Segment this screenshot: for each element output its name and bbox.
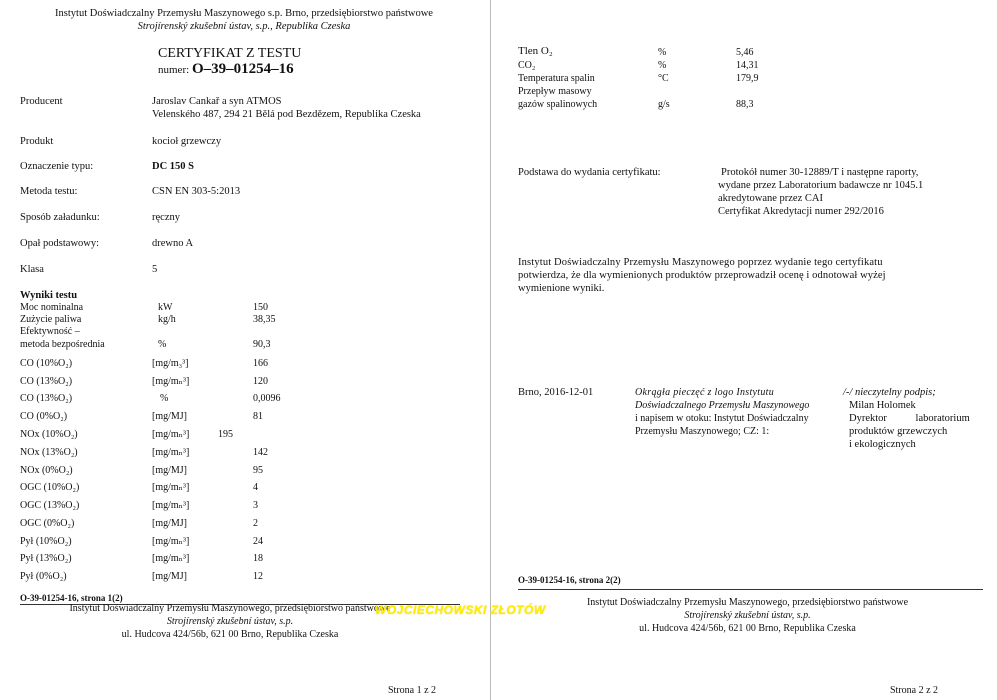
basis-line: wydane przez Laboratorium badawcze nr 1045.1 [718,180,924,191]
page-number: Strona 1 z 2 [388,685,437,696]
measurement-value: 179,9 [736,73,759,84]
result-value: 120 [253,376,268,387]
field-label-produkt: Produkt [20,136,54,147]
footer-address: ul. Hudcova 424/56b, 621 00 Brno, Republika Czeska [121,629,339,640]
result-name: Zużycie paliwa [20,314,82,325]
header-institute: Instytut Doświadczalny Przemysłu Maszynowego s.p. Brno, przedsiębiorstwo państwowe [55,8,433,19]
result-name: metoda bezpośrednia [20,339,105,350]
page-number: Strona 2 z 2 [890,685,939,696]
field-value-loading: ręczny [152,212,180,223]
field-value-producent-address: Velenského 487, 294 21 Bělá pod Bezdězem, Republika Czeska [152,109,421,120]
basis-line: akredytowane przez CAI [718,193,823,204]
result-value: 150 [253,302,268,313]
result-unit: [mg/m₃³] [152,358,189,369]
result-name: NOx (10%O₂) [20,429,78,440]
field-label-method: Metoda testu: [20,186,78,197]
signer-title: produktów grzewczych [849,426,948,437]
stamp-description: Przemysłu Maszynowego; CZ: 1: [635,426,770,437]
result-name: Moc nominalna [20,302,84,313]
result-value: 195 [218,429,233,440]
stamp-description: Doświadczalnego Przemysłu Maszynowego [635,400,810,411]
signature-note: /-/ nieczytelny podpis; [843,387,936,398]
result-unit: [mg/mₙ³] [152,447,190,458]
result-value: 166 [253,358,268,369]
field-value-method: CSN EN 303-5:2013 [152,186,241,197]
certificate-number: O–39–01254–16 [192,61,294,77]
measurement-name: Przepływ masowy [518,86,592,97]
result-unit: [mg/mₙ³] [152,500,190,511]
measurement-value: 88,3 [736,99,754,110]
result-name: Pył (0%O₂) [20,571,67,582]
measurement-name: CO₂ [518,60,536,71]
footer-address: ul. Hudcova 424/56b, 621 00 Brno, Republika Czeska [639,623,856,634]
measurement-value: 14,31 [736,60,759,71]
field-value-type: DC 150 S [152,161,195,172]
field-label-loading: Sposób załadunku: [20,212,100,223]
result-name: Pył (13%O₂) [20,553,72,564]
measurement-unit: °C [658,73,669,84]
result-name: OGC (10%O₂) [20,482,80,493]
footer-institute: Instytut Doświadczalny Przemysłu Maszynowego, przedsiębiorstwo państwowe [69,603,391,614]
footer-divider [518,589,983,590]
result-value: 38,35 [253,314,276,325]
field-label-producent: Producent [20,96,63,107]
result-value: 18 [253,553,263,564]
result-name: NOx (0%O₂) [20,465,73,476]
result-value: 12 [253,571,263,582]
field-label-class: Klasa [20,264,44,275]
field-value-producent: Jaroslav Cankař a syn ATMOS [152,96,282,107]
result-unit: % [160,393,169,404]
field-value-class: 5 [152,264,158,275]
measurement-name: Tlen O₂ [518,45,553,57]
measurement-unit: g/s [658,99,670,110]
result-unit: [mg/MJ] [152,465,187,476]
result-unit: % [158,339,167,350]
certificate-page-2 [498,0,997,700]
result-value: 3 [253,500,258,511]
result-value: 95 [253,465,263,476]
result-unit: kW [158,302,173,313]
watermark: WOJCIECHOWSKI ZŁOTÓW [375,603,546,617]
result-unit: [mg/mₙ³] [152,482,190,493]
field-label-type: Oznaczenie typu: [20,161,94,172]
result-name: CO (0%O₂) [20,411,68,422]
result-value: 90,3 [253,339,271,350]
result-unit: kg/h [158,314,176,325]
result-name: NOx (13%O₂) [20,447,78,458]
page-divider [490,0,491,700]
measurement-name: gazów spalinowych [518,99,598,110]
result-value: 2 [253,518,258,529]
result-value: 81 [253,411,263,422]
page-reference: O-39-01254-16, strona 1(2) [20,593,123,603]
result-name: Efektywność – [20,326,80,337]
statement-line: wymienione wyniki. [518,283,605,294]
footer-institute-cz: Strojírenský zkušební ústav, s.p. [684,610,811,621]
result-name: CO (10%O₂) [20,358,73,369]
result-name: Pył (10%O₂) [20,536,72,547]
result-value: 0,0096 [253,393,281,404]
result-value: 142 [253,447,268,458]
result-name: CO (13%O₂) [20,376,73,387]
statement-line: potwierdza, że dla wymienionych produktów przeprowadził ocenę i odnotował wyżej [518,270,886,281]
result-unit: [mg/mₙ³] [152,376,190,387]
place-date: Brno, 2016-12-01 [518,387,594,398]
certificate-page-1 [0,0,488,700]
result-name: CO (13%O₂) [20,393,73,404]
footer-institute: Instytut Doświadczalny Przemysłu Maszynowego, przedsiębiorstwo państwowe [586,597,909,608]
footer-institute-cz: Strojírenský zkušební ústav, s.p. [166,616,294,627]
certificate-title: CERTYFIKAT Z TESTU [158,46,302,61]
result-value: 24 [253,536,263,547]
measurement-unit: % [658,60,667,71]
certificate-number-label: numer: [158,64,190,76]
measurement-name: Temperatura spalin [518,73,595,84]
page-reference: O-39-01254-16, strona 2(2) [518,575,621,585]
result-unit: [mg/MJ] [152,518,187,529]
signer-name: Milan Holomek [849,400,916,411]
field-label-fuel: Opał podstawowy: [20,238,100,249]
basis-line: Protokół numer 30-12889/T i następne raporty, [721,167,919,178]
results-heading: Wyniki testu [20,290,78,301]
field-value-produkt: kocioł grzewczy [152,136,222,147]
measurement-unit: % [658,47,667,58]
signer-title: i ekologicznych [849,439,916,450]
measurement-value: 5,46 [736,47,754,58]
header-institute-cz: Strojírenský zkušební ústav, s.p., Republika Czeska [137,21,351,32]
statement-line: Instytut Doświadczalny Przemysłu Maszynowego poprzez wydanie tego certyfikatu [518,257,883,268]
result-name: OGC (13%O₂) [20,500,80,511]
result-unit: [mg/MJ] [152,571,187,582]
result-unit: [mg/MJ] [152,411,187,422]
basis-line: Certyfikat Akredytacji numer 292/2016 [718,206,884,217]
result-name: OGC (0%O₂) [20,518,75,529]
field-value-fuel: drewno A [152,238,194,249]
stamp-description: Okrągła pieczęć z logo Instytutu [635,387,775,398]
result-unit: [mg/mₙ³] [152,553,190,564]
result-unit: [mg/mₙ³] [152,429,190,440]
basis-label: Podstawa do wydania certyfikatu: [518,167,661,178]
signer-title: Dyrektor laboratorium [849,413,970,424]
stamp-description: i napisem w otoku: Instytut Doświadczalny [635,413,809,424]
result-unit: [mg/mₙ³] [152,536,190,547]
result-value: 4 [253,482,258,493]
